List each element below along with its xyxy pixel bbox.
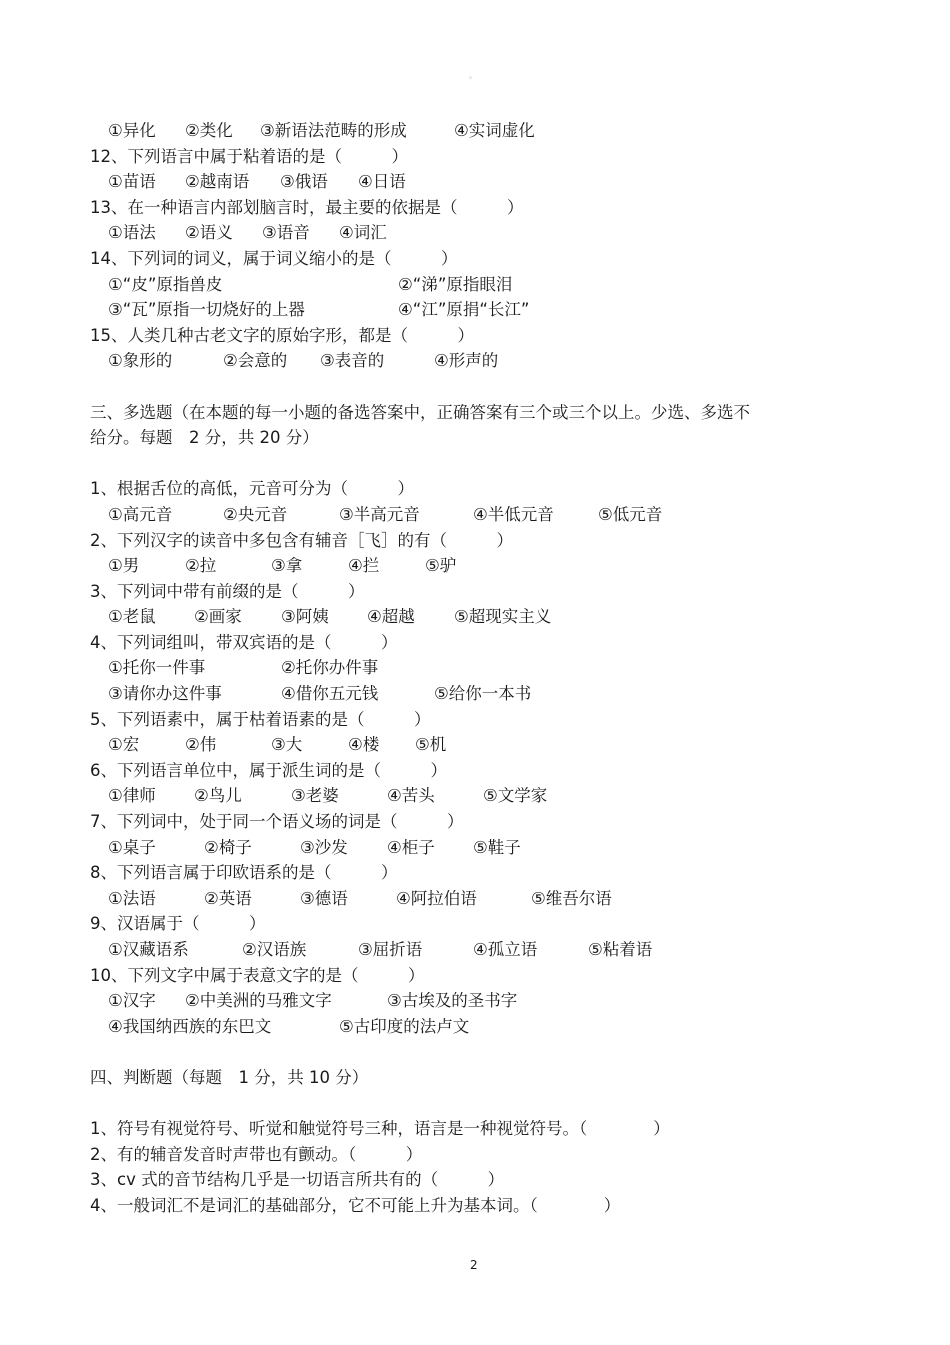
section-heading: 四、判断题（每题 1 分，共 10 分） (90, 1067, 369, 1087)
section-heading: 给分。每题 2 分，共 20 分） (90, 428, 319, 448)
option-item: ②央元音 (223, 504, 288, 524)
option-item: ③俄语 (280, 172, 328, 192)
option-item: ②会意的 (223, 351, 288, 371)
option-item: ①汉藏语系 (108, 940, 189, 959)
option-item: ⑤驴 (425, 556, 457, 576)
option-row (90, 169, 830, 195)
option-row (90, 553, 830, 579)
question-text: 1、根据舌位的高低，元音可分为（ ） (90, 479, 414, 499)
option-item: ③半高元音 (339, 504, 420, 524)
option-item: ⑤超现实主义 (454, 607, 552, 627)
option-item: ②拉 (185, 556, 217, 576)
option-item: ①宏 (108, 735, 140, 755)
option-item: ③阿姨 (281, 607, 329, 627)
option-item: ③拿 (271, 556, 303, 576)
option-row (90, 681, 830, 707)
option-item: ①象形的 (108, 351, 173, 371)
option-item: ⑤低元音 (598, 504, 663, 524)
option-item: ①“皮”原指兽皮 (108, 274, 223, 294)
option-item: ③请你办这件事 (108, 684, 222, 704)
question-text: 4、下列词组叫，带双宾语的是（ ） (90, 632, 398, 652)
option-item: ④阿拉伯语 (396, 888, 477, 908)
option-item: ④孤立语 (473, 940, 538, 959)
blank-line (90, 1091, 830, 1117)
option-item: ③“瓦”原指一切烧好的上器 (108, 300, 305, 320)
exam-content (90, 118, 830, 1219)
option-item: ②托你办件事 (281, 658, 379, 678)
option-item: ⑤维吾尔语 (531, 888, 612, 908)
option-item: ②类化 (185, 121, 233, 140)
option-item: ④实词虚化 (454, 121, 535, 140)
option-item: ⑤文学家 (483, 786, 548, 806)
option-item: ④半低元音 (473, 504, 554, 524)
question-text: 1、符号有视觉符号、听觉和触觉符号三种，语言是一种视觉符号。（ ） (90, 1119, 670, 1139)
option-item: ③古埃及的圣书字 (387, 991, 518, 1011)
option-item: ①异化 (108, 121, 156, 140)
option-row (90, 297, 830, 323)
option-item: ④形声的 (434, 351, 499, 371)
option-item: ⑤给你一本书 (434, 684, 532, 704)
page-number: 2 (470, 1258, 478, 1272)
question-text: 5、下列语素中，属于枯着语素的是（ ） (90, 709, 431, 729)
option-item: ①男 (108, 556, 140, 576)
option-item: ②汉语族 (242, 940, 307, 959)
option-row (90, 1014, 830, 1040)
option-item: ③大 (271, 735, 303, 755)
option-row (90, 272, 830, 298)
option-item: ⑤粘着语 (588, 940, 653, 959)
blank-line (90, 1039, 830, 1065)
section-heading: 三、多选题（在本题的每一小题的备选答案中，正确答案有三个或三个以上。少选、多选不 (90, 402, 750, 422)
option-row (90, 886, 830, 912)
question-text: 10、下列文字中属于表意文字的是（ ） (90, 965, 425, 985)
option-row (90, 118, 830, 144)
question-text: 9、汉语属于（ ） (90, 914, 266, 934)
option-item: ⑤古印度的法卢文 (339, 1016, 470, 1036)
option-row (90, 783, 830, 809)
question-text: 4、一般词汇不是词汇的基础部分，它不可能上升为基本词。（ ） (90, 1195, 621, 1215)
question-text: 8、下列语言属于印欧语系的是（ ） (90, 863, 398, 883)
option-row (90, 732, 830, 758)
option-item: ②“涕”原指眼泪 (398, 274, 513, 294)
question-text: 3、cv 式的音节结构几乎是一切语言所共有的（ ） (90, 1170, 505, 1190)
option-item: ①语法 (108, 223, 156, 243)
option-row (90, 937, 830, 963)
option-item: ①法语 (108, 888, 156, 908)
option-item: ③屈折语 (358, 940, 423, 959)
option-item: ①汉字 (108, 991, 156, 1011)
header-mark: 。 (469, 71, 477, 80)
option-item: ④柜子 (387, 837, 435, 857)
option-item: ④“江”原捐“长江” (398, 300, 530, 320)
question-text: 7、下列词中，处于同一个语义场的词是（ ） (90, 812, 464, 832)
option-item: ④苦头 (387, 786, 435, 806)
option-item: ②中美洲的马雅文字 (185, 991, 332, 1011)
option-item: ①桌子 (108, 837, 156, 857)
option-item: ①苗语 (108, 172, 156, 192)
option-item: ④楼 (348, 735, 380, 755)
option-row (90, 604, 830, 630)
option-row (90, 220, 830, 246)
blank-line (90, 374, 830, 400)
option-item: ①律师 (108, 786, 156, 806)
option-row (90, 988, 830, 1014)
option-item: ①高元音 (108, 504, 173, 524)
option-item: ②语义 (185, 223, 233, 243)
option-item: ②椅子 (204, 837, 252, 857)
option-item: ④日语 (358, 172, 406, 192)
option-item: ①托你一件事 (108, 658, 206, 678)
option-item: ③老婆 (291, 786, 339, 806)
option-item: ④词汇 (339, 223, 387, 243)
question-text: 13、在一种语言内部划脑言时，最主要的依据是（ ） (90, 197, 524, 217)
option-item: ①老鼠 (108, 607, 156, 627)
option-item: ②英语 (204, 888, 252, 908)
option-item: ③德语 (300, 888, 348, 908)
option-item: ③表音的 (320, 351, 385, 371)
option-item: ③语音 (262, 223, 310, 243)
option-row (90, 835, 830, 861)
question-text: 14、下列词的词义，属于词义缩小的是（ ） (90, 248, 458, 268)
blank-line (90, 451, 830, 477)
option-item: ②伟 (185, 735, 217, 755)
option-item: ④我国纳西族的东巴文 (108, 1016, 272, 1036)
option-row (90, 348, 830, 374)
option-row (90, 502, 830, 528)
option-row (90, 655, 830, 681)
option-item: ③沙发 (300, 837, 348, 857)
option-item: ③新语法范畴的形成 (260, 121, 407, 140)
question-text: 15、人类几种古老文字的原始字形，都是（ ） (90, 325, 474, 345)
option-item: ②鸟儿 (194, 786, 242, 806)
option-item: ②越南语 (185, 172, 250, 192)
question-text: 3、下列词中带有前缀的是（ ） (90, 581, 365, 601)
option-item: ④超越 (367, 607, 415, 627)
question-text: 2、下列汉字的读音中多包含有辅音［飞］的有（ ） (90, 530, 513, 550)
option-item: ④借你五元钱 (281, 684, 379, 704)
question-text: 2、有的辅音发音时声带也有颤动。（ ） (90, 1144, 423, 1164)
option-item: ⑤机 (415, 735, 447, 755)
question-text: 12、下列语言中属于粘着语的是（ ） (90, 146, 408, 166)
option-item: ②画家 (194, 607, 242, 627)
option-item: ⑤鞋子 (473, 837, 521, 857)
option-item: ④拦 (348, 556, 380, 576)
question-text: 6、下列语言单位中，属于派生词的是（ ） (90, 760, 447, 780)
